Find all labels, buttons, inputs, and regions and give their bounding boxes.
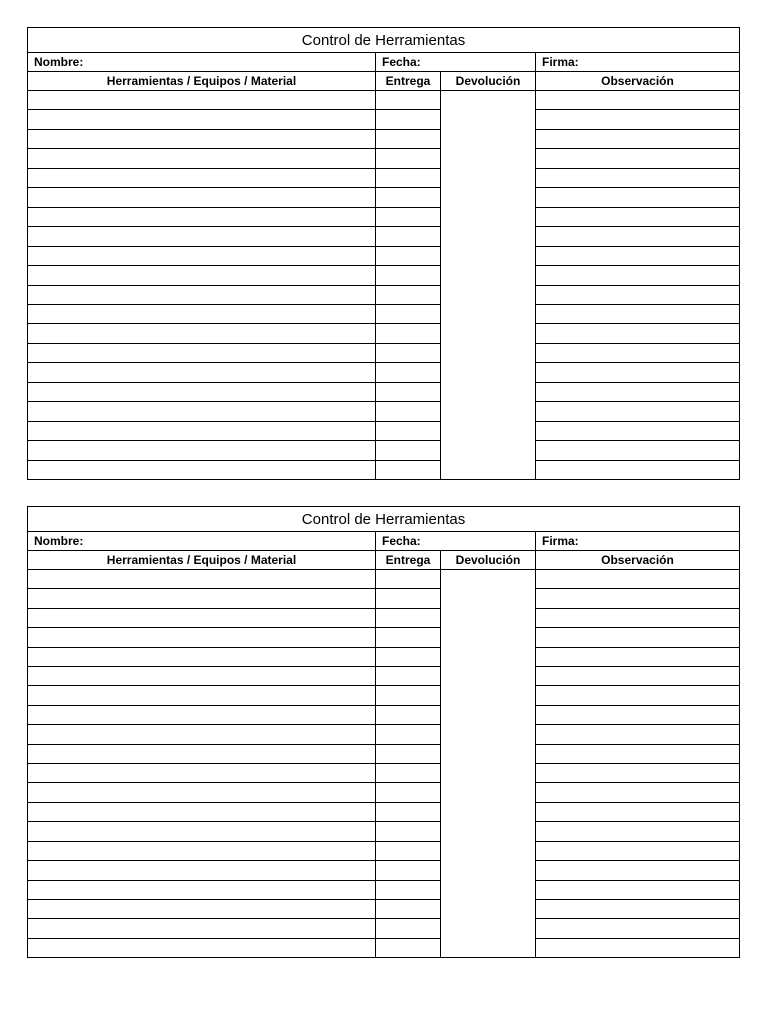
table-cell[interactable] [376, 667, 440, 686]
table-cell[interactable] [536, 822, 739, 841]
table-cell[interactable] [28, 461, 375, 479]
table-cell[interactable] [536, 686, 739, 705]
firma-field[interactable]: Firma: [542, 534, 579, 548]
table-cell[interactable] [28, 919, 375, 938]
table-cell[interactable] [376, 900, 440, 919]
info-row [28, 532, 739, 551]
table-cell[interactable] [536, 764, 739, 783]
devolucion-column[interactable] [441, 570, 536, 957]
table-cell[interactable] [28, 861, 375, 880]
table-cell[interactable] [536, 900, 739, 919]
table-cell[interactable] [536, 881, 739, 900]
table-cell[interactable] [28, 208, 375, 227]
table-cell[interactable] [28, 227, 375, 246]
table-cell[interactable] [536, 383, 739, 402]
header-entrega: Entrega [376, 551, 441, 569]
table-cell[interactable] [536, 939, 739, 957]
fecha-field[interactable]: Fecha: [376, 532, 536, 550]
table-cell[interactable] [376, 110, 440, 129]
table-cell[interactable] [376, 91, 440, 110]
table-body [28, 570, 739, 957]
table-cell[interactable] [376, 344, 440, 363]
firma-field[interactable]: Firma: [542, 55, 579, 69]
table-cell[interactable] [536, 344, 739, 363]
table-cell[interactable] [376, 208, 440, 227]
table-cell[interactable] [28, 422, 375, 441]
table-cell[interactable] [376, 725, 440, 744]
table-cell[interactable] [536, 149, 739, 168]
table-cell[interactable] [376, 803, 440, 822]
table-cell[interactable] [376, 422, 440, 441]
column-headers [28, 72, 739, 91]
table-cell[interactable] [28, 706, 375, 725]
table-cell[interactable] [28, 305, 375, 324]
table-cell[interactable] [376, 842, 440, 861]
table-cell[interactable] [536, 803, 739, 822]
table-cell[interactable] [28, 344, 375, 363]
table-cell[interactable] [536, 305, 739, 324]
table-cell[interactable] [28, 266, 375, 285]
table-cell[interactable] [376, 324, 440, 343]
table-cell[interactable] [536, 861, 739, 880]
table-cell[interactable] [376, 130, 440, 149]
table-cell[interactable] [376, 247, 440, 266]
table-cell[interactable] [536, 324, 739, 343]
table-cell[interactable] [536, 441, 739, 460]
table-cell[interactable] [536, 227, 739, 246]
table-cell[interactable] [376, 706, 440, 725]
table-cell[interactable] [376, 305, 440, 324]
table-cell[interactable] [376, 686, 440, 705]
table-cell[interactable] [376, 919, 440, 938]
table-cell[interactable] [376, 188, 440, 207]
table-cell[interactable] [376, 169, 440, 188]
table-cell[interactable] [536, 286, 739, 305]
table-cell[interactable] [536, 130, 739, 149]
header-entrega: Entrega [376, 72, 441, 90]
observacion-column [536, 91, 739, 479]
column-headers [28, 551, 739, 570]
table-cell[interactable] [536, 422, 739, 441]
table-cell[interactable] [536, 169, 739, 188]
header-observacion: Observación [601, 74, 674, 88]
table-cell[interactable] [376, 363, 440, 382]
table-cell[interactable] [28, 324, 375, 343]
table-cell[interactable] [536, 110, 739, 129]
table-cell[interactable] [376, 441, 440, 460]
table-cell[interactable] [536, 706, 739, 725]
table-cell[interactable] [28, 363, 375, 382]
fecha-field[interactable]: Fecha: [376, 53, 536, 71]
header-tools: Herramientas / Equipos / Material [28, 72, 376, 90]
table-cell[interactable] [376, 149, 440, 168]
table-cell[interactable] [376, 822, 440, 841]
form-title: Control de Herramientas [28, 507, 739, 532]
table-cell[interactable] [28, 188, 375, 207]
table-cell[interactable] [28, 441, 375, 460]
table-cell[interactable] [376, 266, 440, 285]
table-cell[interactable] [28, 667, 375, 686]
table-cell[interactable] [376, 461, 440, 479]
table-cell[interactable] [536, 188, 739, 207]
table-cell[interactable] [536, 842, 739, 861]
table-cell[interactable] [376, 939, 440, 957]
table-cell[interactable] [536, 247, 739, 266]
entrega-column [376, 570, 441, 957]
info-row [28, 53, 739, 72]
table-cell[interactable] [28, 881, 375, 900]
table-cell[interactable] [28, 402, 375, 421]
devolucion-column[interactable] [441, 91, 536, 479]
table-cell[interactable] [536, 609, 739, 628]
table-cell[interactable] [376, 286, 440, 305]
table-cell[interactable] [376, 881, 440, 900]
table-cell[interactable] [536, 589, 739, 608]
tools-column [28, 570, 376, 957]
table-cell[interactable] [376, 628, 440, 647]
table-cell[interactable] [28, 842, 375, 861]
table-cell[interactable] [28, 939, 375, 957]
header-tools: Herramientas / Equipos / Material [28, 551, 376, 569]
entrega-column [376, 91, 441, 479]
observacion-column [536, 570, 739, 957]
nombre-field[interactable]: Nombre: [28, 53, 376, 71]
header-devolucion: Devolución [441, 72, 536, 90]
table-cell[interactable] [28, 648, 375, 667]
table-cell[interactable] [376, 383, 440, 402]
table-cell[interactable] [536, 208, 739, 227]
table-cell[interactable] [536, 667, 739, 686]
table-cell[interactable] [376, 570, 440, 589]
table-cell[interactable] [536, 266, 739, 285]
header-observacion: Observación [601, 553, 674, 567]
table-cell[interactable] [376, 589, 440, 608]
table-body [28, 91, 739, 479]
table-cell[interactable] [536, 363, 739, 382]
table-cell[interactable] [536, 648, 739, 667]
table-cell[interactable] [536, 919, 739, 938]
table-cell[interactable] [536, 402, 739, 421]
table-cell[interactable] [376, 402, 440, 421]
tools-column [28, 91, 376, 479]
table-cell[interactable] [376, 783, 440, 802]
table-cell[interactable] [28, 686, 375, 705]
table-cell[interactable] [28, 149, 375, 168]
table-cell[interactable] [28, 169, 375, 188]
table-cell[interactable] [28, 745, 375, 764]
table-cell[interactable] [376, 764, 440, 783]
table-cell[interactable] [28, 570, 375, 589]
table-cell[interactable] [28, 783, 375, 802]
table-cell[interactable] [28, 900, 375, 919]
table-cell[interactable] [28, 110, 375, 129]
table-cell[interactable] [376, 648, 440, 667]
table-cell[interactable] [28, 822, 375, 841]
table-cell[interactable] [536, 91, 739, 110]
table-cell[interactable] [376, 609, 440, 628]
table-cell[interactable] [536, 725, 739, 744]
table-cell[interactable] [28, 91, 375, 110]
table-cell[interactable] [376, 861, 440, 880]
table-cell[interactable] [28, 764, 375, 783]
table-cell[interactable] [376, 745, 440, 764]
table-cell[interactable] [536, 570, 739, 589]
table-cell[interactable] [376, 227, 440, 246]
tool-control-form-1 [27, 27, 740, 480]
table-cell[interactable] [28, 803, 375, 822]
table-cell[interactable] [28, 628, 375, 647]
header-devolucion: Devolución [441, 551, 536, 569]
table-cell[interactable] [536, 461, 739, 479]
table-cell[interactable] [28, 247, 375, 266]
table-cell[interactable] [536, 783, 739, 802]
nombre-field[interactable]: Nombre: [28, 532, 376, 550]
table-cell[interactable] [536, 628, 739, 647]
tool-control-form-2 [27, 506, 740, 958]
table-cell[interactable] [28, 589, 375, 608]
form-title: Control de Herramientas [28, 28, 739, 53]
table-cell[interactable] [28, 383, 375, 402]
table-cell[interactable] [536, 745, 739, 764]
table-cell[interactable] [28, 130, 375, 149]
table-cell[interactable] [28, 725, 375, 744]
table-cell[interactable] [28, 609, 375, 628]
table-cell[interactable] [28, 286, 375, 305]
